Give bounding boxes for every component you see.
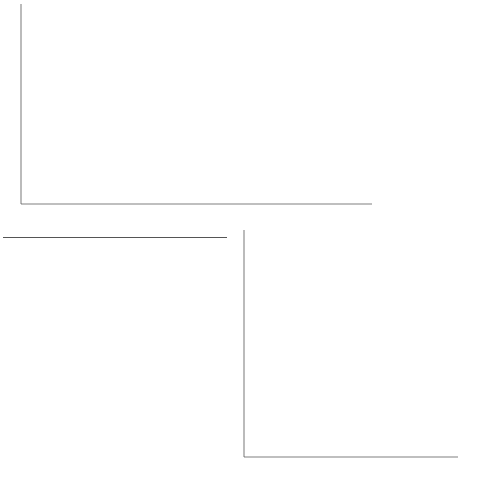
peak-table-header	[3, 232, 227, 238]
page-footer-fragment	[3, 470, 6, 479]
peak-table	[3, 232, 227, 238]
header-compound-name	[78, 232, 153, 238]
peak-table-grid	[3, 232, 227, 238]
header-retention-time	[3, 232, 78, 238]
header-peak-area	[152, 232, 227, 238]
